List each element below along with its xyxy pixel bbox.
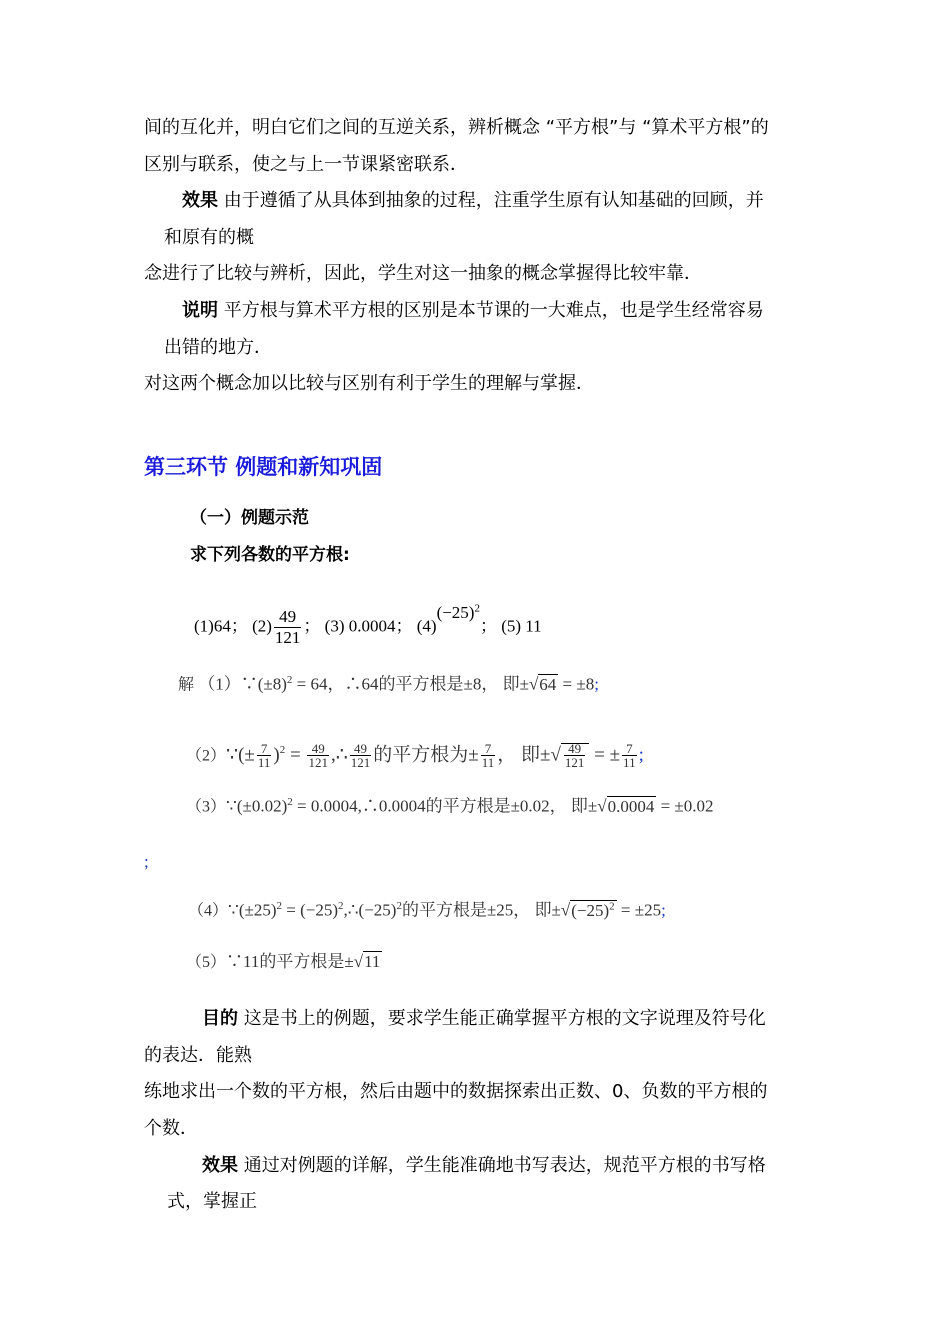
paragraph-line: 练地求出一个数的平方根，然后由题中的数据探索出正数、0、负数的平方根的 (144, 1081, 768, 1102)
paragraph-text: 通过对例题的详解，学生能准确地书写表达，规范平方根的书写格 (238, 1155, 766, 1176)
separator: ； (479, 616, 497, 636)
effect-paragraph (182, 189, 764, 213)
math-text: 即± (534, 900, 561, 920)
paragraph-line: 区别与联系，使之与上一节课紧密联系． (144, 154, 468, 175)
separator: ； (303, 616, 321, 636)
semicolon: ; (661, 900, 666, 920)
math-text: ∵11的平方根是± (226, 952, 354, 971)
note-paragraph (182, 299, 764, 323)
exponent: 2 (609, 900, 615, 912)
radicand: 0.0004 (607, 796, 655, 816)
subsection-heading: （一）例题示范 (190, 508, 309, 528)
exponent: 2 (279, 744, 286, 756)
solution-2: （2）∵(± $\frac{7}{11}$ )$^2$ = $\frac{49}{121}$ ,∴ $\frac{49}{121}$ 的平方根为± $\frac{7}{11}$ ， 即±√ $\frac{49}{121}$ = ± $\frac{7}{11}$ ; (186, 741, 644, 771)
semicolon: ; (144, 852, 149, 871)
denominator: 121 (274, 628, 301, 648)
task-prompt: 求下列各数的平方根: (190, 545, 350, 565)
math-text: ∵(±8) (240, 674, 287, 694)
paragraph-line: 念进行了比较与辨析，因此，学生对这一抽象的概念掌握得比较牢靠． (144, 263, 702, 284)
radicand: 64 (539, 674, 557, 694)
math-text: 即± (570, 796, 598, 816)
numerator: 7 (622, 742, 637, 756)
note-label: 说明 (182, 300, 218, 321)
fraction (274, 607, 302, 648)
solution-1: 解 $(1)\because(\pm 8)^2 = 64$，∴64的平方根是±8， 即±√64 = ±8; (178, 674, 599, 694)
section-heading: 第三环节 例题和新知巩固 (144, 455, 383, 479)
fraction (622, 742, 637, 769)
math-text: ) (273, 744, 280, 766)
radicand (561, 741, 590, 771)
paragraph-line: 个数． (144, 1118, 198, 1139)
semicolon: ; (594, 674, 599, 694)
step-number: （3） (186, 798, 227, 816)
exponent: 2 (396, 900, 402, 912)
exponent: 2 (287, 796, 293, 808)
math-text: = (285, 744, 306, 766)
effect-paragraph (202, 1154, 766, 1178)
paragraph-line: 的表达．能熟 (144, 1045, 252, 1066)
fraction (481, 742, 496, 769)
exponent: 2 (276, 900, 282, 912)
math-text: 的平方根是±25， (401, 900, 531, 920)
purpose-label: 目的 (202, 1008, 238, 1029)
numerator: 49 (307, 742, 329, 756)
math-text: (−25) (571, 900, 610, 920)
solution-4: $(4)\because(\pm 25)^2$ = $(-25)^2,\therefore(-25)^2$的平方根是±25， 即$\pm√(-25)^2 = \pm 25$; (188, 900, 666, 920)
paragraph-text: 由于遵循了从具体到抽象的过程，注重学生原有认知基础的回顾，并 (218, 190, 764, 211)
math-text: ∵(±0.02) (226, 796, 288, 816)
denominator: 121 (308, 755, 328, 771)
solution-3: $(3)\because(\pm 0.02)^2$ = 0.0004,∴0.0004的平方根是±0.02， 即±√0.0004 = ±0.02 (186, 796, 714, 816)
math-text: ∵(±25) (228, 900, 277, 920)
problem-list (194, 578, 542, 648)
problem-1: (1)64； (194, 616, 248, 636)
purpose-paragraph (202, 1007, 766, 1031)
math-text: ∵(± (226, 744, 255, 766)
denominator: 11 (257, 755, 271, 771)
solution-5: （5）∵11的平方根是±√11 (186, 952, 381, 971)
math-text: ,∴(−25) (343, 900, 397, 920)
radicand (570, 900, 616, 920)
math-text: = ±25 (616, 900, 662, 920)
semicolon: ; (638, 744, 644, 766)
paragraph-line: 间的互化并，明白它们之间的互逆关系，辨析概念 “平方根”与 “算术平方根”的 (144, 117, 769, 138)
step-number: （5） (186, 954, 227, 971)
numerator: 49 (350, 742, 372, 756)
paragraph-text: 平方根与算术平方根的区别是本节课的一大难点，也是学生经常容易 (218, 300, 764, 321)
fraction (350, 742, 372, 769)
math-text: = 64，∴64的平方根是±8， (292, 674, 499, 694)
numerator: 49 (564, 742, 586, 756)
fraction (564, 742, 586, 769)
step-number: （1） (198, 674, 241, 694)
fraction (307, 742, 329, 769)
denominator: 121 (350, 755, 371, 771)
math-text: = (−25) (281, 900, 338, 920)
paragraph-line: 出错的地方． (164, 337, 272, 358)
math-text: ， (497, 744, 517, 766)
effect-label: 效果 (182, 190, 218, 211)
exponent: 2 (474, 602, 480, 614)
math-text: = ± (589, 744, 621, 766)
power (437, 603, 480, 622)
numerator: 49 (274, 607, 302, 628)
denominator: 11 (481, 755, 495, 771)
base: (−25) (436, 602, 475, 622)
denominator: 11 (623, 755, 636, 771)
math-text: 的平方根为± (373, 744, 479, 766)
paragraph-text: 这是书上的例题，要求学生能正确掌握平方根的文字说理及符号化 (238, 1008, 766, 1029)
math-text: = 0.0004,∴0.0004的平方根是±0.02， (292, 796, 567, 816)
step-number: （4） (188, 902, 229, 920)
problem-4-label: (4) (416, 616, 437, 636)
solution-label: 解 (178, 674, 195, 694)
problem-2-label: (2) (252, 616, 272, 636)
numerator: 7 (481, 742, 496, 756)
math-text: ,∴ (330, 744, 348, 766)
numerator: 7 (257, 742, 272, 756)
math-text: 即± (521, 744, 551, 766)
math-text: = ±8 (558, 674, 595, 694)
denominator: 121 (564, 755, 585, 771)
step-number: （2） (186, 747, 227, 765)
fraction (257, 742, 272, 769)
problem-5: (5) 11 (501, 616, 542, 636)
problem-3: (3) 0.0004； (324, 616, 413, 636)
effect-label: 效果 (202, 1155, 238, 1176)
paragraph-line: 和原有的概 (164, 227, 254, 248)
paragraph-line: 对这两个概念加以比较与区别有利于学生的理解与掌握． (144, 373, 594, 394)
paragraph-line: 式，掌握正 (167, 1191, 257, 1212)
exponent: 2 (337, 900, 344, 912)
math-text: = ±0.02 (656, 796, 714, 816)
exponent: 2 (286, 674, 293, 686)
math-text: 即± (502, 674, 529, 694)
radicand: 11 (364, 952, 381, 971)
